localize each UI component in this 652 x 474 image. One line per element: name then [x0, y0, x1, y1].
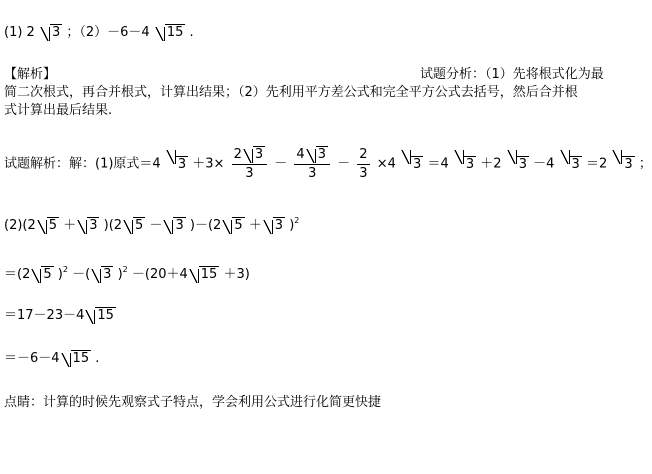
semicolon: ；	[638, 156, 652, 172]
analysis-intro: 试题分析：（1）先将根式化为最	[420, 67, 604, 82]
sqrt-15: 15	[61, 350, 92, 367]
sqrt-15: 15	[189, 266, 220, 283]
equals-two: ＝2	[585, 156, 608, 172]
analysis-line-3: 式计算出最后结果.	[4, 103, 113, 118]
sqrt-3: 3	[507, 147, 529, 183]
sqrt-3: 3	[166, 147, 188, 183]
sqrt-3: 3	[612, 147, 634, 183]
sqrt-3: 3	[454, 147, 476, 183]
plus-two: ＋2	[480, 156, 502, 172]
analysis-line-2: 简二次根式，再合并根式，计算出结果；（2）先利用平方差公式和完全平方公式去括号，然后合并根	[4, 85, 578, 100]
sqrt-15: 15	[155, 24, 186, 41]
sqrt-3: 3	[263, 217, 285, 234]
sqrt-3: 3	[560, 147, 582, 183]
sqrt-3: 3	[163, 217, 185, 234]
answer-end: .	[189, 25, 194, 40]
minus-four: －4	[533, 156, 555, 172]
answer-line	[4, 24, 194, 41]
sqrt-15: 15	[85, 307, 116, 324]
minus-sign: －	[274, 156, 288, 172]
sqrt-3: 3	[401, 147, 423, 183]
analysis-heading: 【解析】	[4, 67, 57, 82]
sqrt-3: 3	[77, 217, 99, 234]
sqrt-5: 5	[123, 217, 145, 234]
equals-four: ＝4	[427, 156, 449, 172]
minus-sign: －	[337, 156, 351, 172]
sqrt-5: 5	[31, 266, 53, 283]
solution-2-line-2: ＝(2 5 )$^2$ －( 3 )$^2$ －(20＋4 15 ＋3)	[4, 265, 250, 282]
fraction-2sqrt3-over-3: $\frac{2 3}{3}$	[232, 146, 268, 182]
solution-2-line-3: ＝17－23－4 15	[4, 308, 114, 323]
answer-separator: ；（2）－6－4	[66, 25, 150, 40]
fraction-2-over-3: $\frac{2}{3}$	[359, 146, 368, 181]
sqrt-5: 5	[222, 217, 244, 234]
fraction-4sqrt3-over-3: $\frac{4 3}{3}$	[294, 146, 330, 182]
answer-label: (1) 2	[4, 25, 35, 40]
solution-1-line	[4, 146, 652, 183]
comment-line: 点睛：计算的时候先观察式子特点，学会利用公式进行化简更快捷	[4, 395, 382, 410]
sqrt-3: 3	[91, 266, 113, 283]
times-four: ×4	[376, 156, 396, 172]
sqrt-3: 3	[40, 24, 62, 41]
plus-three-times: ＋3×	[192, 156, 225, 172]
solution-2-line-1: (2)(2 5 ＋ 3 )(2 5 － 3 )－(2 5 ＋ 3 )$^2$	[4, 216, 300, 233]
sqrt-5: 5	[37, 217, 59, 234]
solution-1-prefix: 试题解析：解：(1)原式＝4	[4, 156, 161, 172]
solution-2-line-4: ＝－6－4 15 .	[4, 351, 100, 366]
